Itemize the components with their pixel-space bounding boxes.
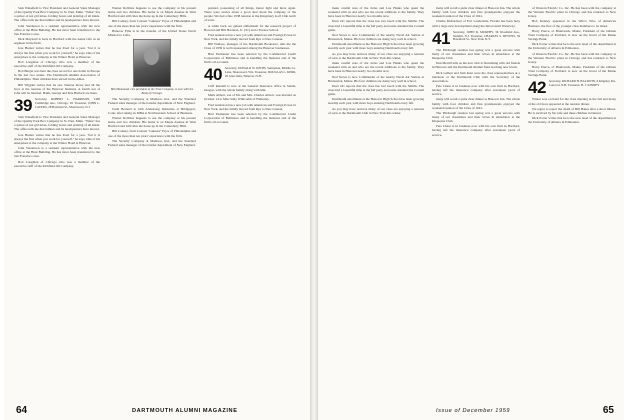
class-secretary-info: Secretary, DONALD W. KEITH, Sunnyside, Middle Co. Lane, Shorewood, Wis. Treasurer, DOUGLAS L. KERR, 20 Glen Oaks, Hanover, N.H.	[224, 65, 296, 78]
paragraph: Dick Porter writes that he is the new head of the department at the University of Alberta in Edmonton.	[528, 42, 616, 51]
paragraph: Jere Hunter writes that he has lived for a year. "but it is always the first when you work for yourself," he says. One of his enterprises is the company at the Winter Hotel at Hanover.	[14, 132, 100, 145]
paragraph: Bill Conkey, from Colonel "Guiness" Pryor of Philadelphia and one of the more than ten years' experience with the firm.	[108, 129, 196, 138]
paragraph: Bill Wiggins writes that he saw Stanton Rowe and all the boys at the reunion of the Hanover business. A fourth son of John will be married. Hank, George and Pete Bullock are there.	[14, 82, 100, 95]
class-year-header	[14, 98, 100, 113]
paragraph: Dave Orr reports that the class has lost touch with the Smiths. The class had a bountiful time at the fall party and some attended the Cornell game.	[328, 83, 424, 97]
paragraph: Bill Conkey, from Colonel "Guiness" Pryor of Philadelphia and one of the more than ten years' experience with the firm.	[108, 19, 196, 28]
left-column-2	[108, 6, 196, 148]
paragraph: Mark Abbott, son of Mr. and Mrs. Charles Abbott, was married on October 14 to Miss Sally Whitcomb of Wellesley.	[204, 93, 296, 102]
paragraph: John Sanderson is a resident representative with the new office at the Hunt Building. He has since been transferred to the San Francisco area.	[14, 23, 100, 36]
paragraph: Dan Merrill tells us the new club is flourishing with old friends in Hanover and the Dartmouth Alumni fund reaching new levels.	[432, 61, 520, 70]
paragraph: A while back we gained enthusiasm for the research project of Howard and Bill Harrison, Jr. ('41) and a Trustee School.	[204, 23, 296, 32]
paragraph: Dartmouth enrollment at the Hanover High School has been growing steadily each year with more boys entering Dartmouth every fall.	[328, 42, 424, 51]
paragraph: pointed, possessing of all things, hence light and there again. There were stories about a good deal about the company of the people. We had a fine 1938 reunion at the Kingsbury Golf Club north of town.	[204, 6, 296, 23]
left-column-3	[204, 6, 296, 126]
left-column-1	[14, 6, 100, 169]
paragraph: We regret to report the death of Bill Hanes after a short illness. He is survived by his wife and three children in Denver.	[528, 106, 616, 115]
paragraph: many will recall a quite clear dinner at Hanover Inn. The whole family with four children and fine grandparents enjoyed the weekend reunion of the Class of 1941.	[432, 97, 520, 110]
paragraph: Dartmouth enrollment at the Hanover High School has been growing steadily each year with more boys entering Dartmouth every fall.	[328, 97, 424, 106]
right-column-3	[528, 6, 616, 126]
paragraph: Dick Maynard is back in Hartford with the Aetna Life as an engineer in the field.	[14, 37, 100, 46]
paragraph: The Security Company at Madison, Ind., and the Standard Federal sales manager of the transfer department of New England.	[108, 97, 196, 106]
paragraph: many will recall a quite clear dinner at Hanover Inn. The whole family with four children and fine grandparents enjoyed the weekend reunion of the Class of 1941.	[432, 6, 520, 19]
paragraph: Bob Longman of Chicago who was a member of the executive staff of the Richfield Oil Company.	[14, 159, 100, 168]
class-secretary-info: Secretary, JOHN R. MURPHY, 36 Woodland Ave., Summit, N.J. Treasurer, CHARLES S. DEVENS, 59 Hawthorn St., New York, N.Y.	[452, 29, 520, 42]
right-column-1	[328, 6, 424, 116]
class-year-header	[528, 78, 616, 98]
paragraph: make careful note of the Jacks and Lou Hanks who spent the weekend with us and who are the recent additions to the family. They have been in Hanover nearly two months now.	[328, 61, 424, 74]
paragraph: Jere Hunter writes that he has lived for a year. "but it is always the first when you work for yourself," he says. One of his enterprises is the company at the Winter Hotel at Hanover.	[14, 46, 100, 59]
paragraph: Harry Pierce, of Brunswick, Maine, President of the Gilman Trust Company of Portland, is now on the board of the Maine Savings Bank.	[528, 65, 616, 78]
paragraph: John Sanderson is a resident representative with the new office at the Hunt Building. He has since been transferred to the San Francisco area.	[14, 146, 100, 159]
footer-magazine-title: DARTMOUTH ALUMNI MAGAZINE	[132, 408, 238, 414]
paragraph: Winter was on hand for the class meeting in the fall and many of the old faces appeared at the reunion dinner.	[528, 97, 616, 106]
paragraph: The Pittsburgh reunion last spring was a great success with many of our classmates and their wives in attendance at the Duquesne Club.	[432, 110, 520, 124]
paragraph: Harry Pierce, of Brunswick, Maine, President of the Gilman Trust Company of Portland, is now on the board of the Maine Savings Bank.	[528, 28, 616, 42]
left-page	[4, 0, 310, 420]
class-secretary-info: Secretary, ROBERT L. HARRISON, 1400 Cambridge Ave., Chicago, Ill. Treasurer, JOHN L. CAVERS, 28 Haviland St., Morristown, N.J.	[34, 97, 100, 109]
paragraph: Burt Parmenter has been selected by the Commercial Credit Corporation of Baltimore and is handling the business end of the firm's oil accounts.	[204, 51, 296, 64]
paragraph: Ned Stowe is now Commander of the nearby Naval Air Station at Brunswick, Maine. His four children are doing very well in school.	[328, 32, 424, 42]
paragraph: Sam Wakefield is Vice President and General Sales Manager of the Quality Park Box Company in St. Paul, Minn. "Wake" has a quiver of ten girl tubes, folding boxes and printing of all kinds. The office tells me that lumber and its headquarters have moved.	[14, 6, 100, 23]
right-page	[318, 0, 624, 420]
paragraph: Fred Anderson has a new job with American and Foreign Power in New York, and the family moved from Rye to New Canaan.	[204, 102, 296, 111]
paragraph: Warner Robbins happens to see the company at his present home and two children. His home is on Maple Avenue in West Hartford and still rides the horse up in the Canterbury Hills.	[108, 6, 196, 19]
page-number: 65	[602, 405, 614, 416]
class-secretary-info: Secretary, RICHARD H. BALDWIN, 6 Kingsley Rd., Concord, N.H. Treasurer, H. J. KINNEY	[548, 79, 616, 88]
right-column-2	[432, 6, 520, 138]
paragraph: Dick Porter writes that he is the new head of the department at the University of Alberta in Edmonton.	[528, 116, 616, 125]
paragraph: Bill Wallace, manager of the Dartmouth Bookstore, tells me the Class of 1939 is well represented among the Hanover businesses.	[204, 42, 296, 51]
paragraph: make careful note of the Jacks and Lou Hanks who spent the weekend with us and who are the recent additions to the family. They have been in Hanover nearly two months now.	[328, 6, 424, 19]
paragraph: Burt Parmenter has been selected by the Commercial Credit Corporation of Baltimore and is handling the business end of the firm's oil accounts.	[204, 112, 296, 125]
paragraph: Warner Robbins happens to see the company at his present home and two children. His home is on Maple Avenue in West Hartford and still rides the horse up in the Canterbury Hills.	[108, 115, 196, 129]
paragraph: Bob Longman of Chicago who was a member of the executive staff of the Richfield Oil Company.	[14, 59, 100, 68]
paragraph: Pete Chase is in business now with his own firm in Hartford, having left the insurance company after seventeen years of service.	[432, 124, 520, 137]
paragraph: The Security Company at Madison, Ind., and the Standard Federal sales manager of the transfer department of New England.	[108, 138, 196, 147]
page-gutter	[310, 0, 318, 420]
paragraph: Ned Stowe is now Commander of the nearby Naval Air Station at Brunswick, Maine. His four children are doing very well in school.	[328, 74, 424, 83]
class-year-number: 42	[528, 78, 546, 98]
paragraph: Bob Kenney appeared in the Who's Who of American Business, the first of the younger class members to be listed.	[528, 19, 616, 28]
paragraph: Fred Anderson has a new job with American and Foreign Power in New York, and the family moved from Rye to New Canaan.	[204, 32, 296, 42]
paragraph: Hanover Ellis is in the transfer of the United States Naval Mission to Cuba.	[108, 28, 196, 37]
paragraph: Dave Orr reports that the class has lost touch with the Smiths. The class had a bountiful time at the fall party and some attended the Cornell game.	[328, 19, 424, 32]
paragraph: Pete Chase is in business now with his own firm in Hartford, having left the insurance company after seventeen years of service.	[432, 83, 520, 97]
paragraph: Sam Wakefield is Vice President and General Sales Manager of the Quality Park Box Company in St. Paul, Minn. "Wake" has a quiver of ten girl tubes, folding boxes and printing of all kinds. The office tells me that lumber and its headquarters have moved.	[14, 115, 100, 132]
paragraph: The Pittsburgh reunion last spring was a great success with many of our classmates and their wives in attendance at the Duquesne Club.	[432, 47, 520, 60]
paragraph: of Western Electric Co. Inc. He has been with the company at the Western Electric plant in Chicago and has returned to New Jersey.	[528, 51, 616, 64]
paragraph: of Western Electric Co. Inc. He has been with the company at the Western Electric plant in Chicago and has returned to New Jersey.	[528, 6, 616, 19]
class-year-number: 40	[204, 64, 222, 84]
paragraph: Clem Bernard is with Armstrong Industries at Bridgeport, Conn. after taking an MBA at Northwestern School of Business.	[108, 106, 196, 115]
footer-issue-date: Issue of December 1959	[436, 408, 511, 414]
class-year-number: 39	[14, 96, 32, 115]
paragraph: As you may have noticed, many of our class are enjoying a reunion of sorts at the Dartmouth Club in New York this winter.	[328, 51, 424, 60]
paragraph: As you may have noticed, many of our class are enjoying a reunion of sorts at the Dartmouth Club in New York this winter.	[328, 106, 424, 115]
class-year-header	[432, 28, 520, 48]
photo-caption: Bob Hammond, vice president of the Trust Company, is now with the Bank of Chicago.	[110, 87, 194, 95]
paragraph: Charlie Richardson of Fort Lauderdale, Florida has been busy with a large new development along the Intracoastal Waterway.	[432, 19, 520, 28]
paragraph: Dick Gilbert and Sam Kent were the class representatives at a luncheon at the Dartmouth Club with the Secretary of the Association.	[432, 70, 520, 83]
class-year-header	[204, 64, 296, 84]
page-number: 64	[16, 405, 28, 416]
portrait-photo	[133, 39, 171, 87]
paragraph: Bob Burger was here the class record for one dollar in Europe in the last two weeks. The Dartmouth Alumni Association of Philadelphia. Their children have served in the Allies.	[14, 69, 100, 82]
class-year-number: 41	[432, 28, 450, 48]
paragraph: Cliff Randall is now at the General Insurance office in Salem, Oregon, with the whole family along with him.	[204, 83, 296, 93]
